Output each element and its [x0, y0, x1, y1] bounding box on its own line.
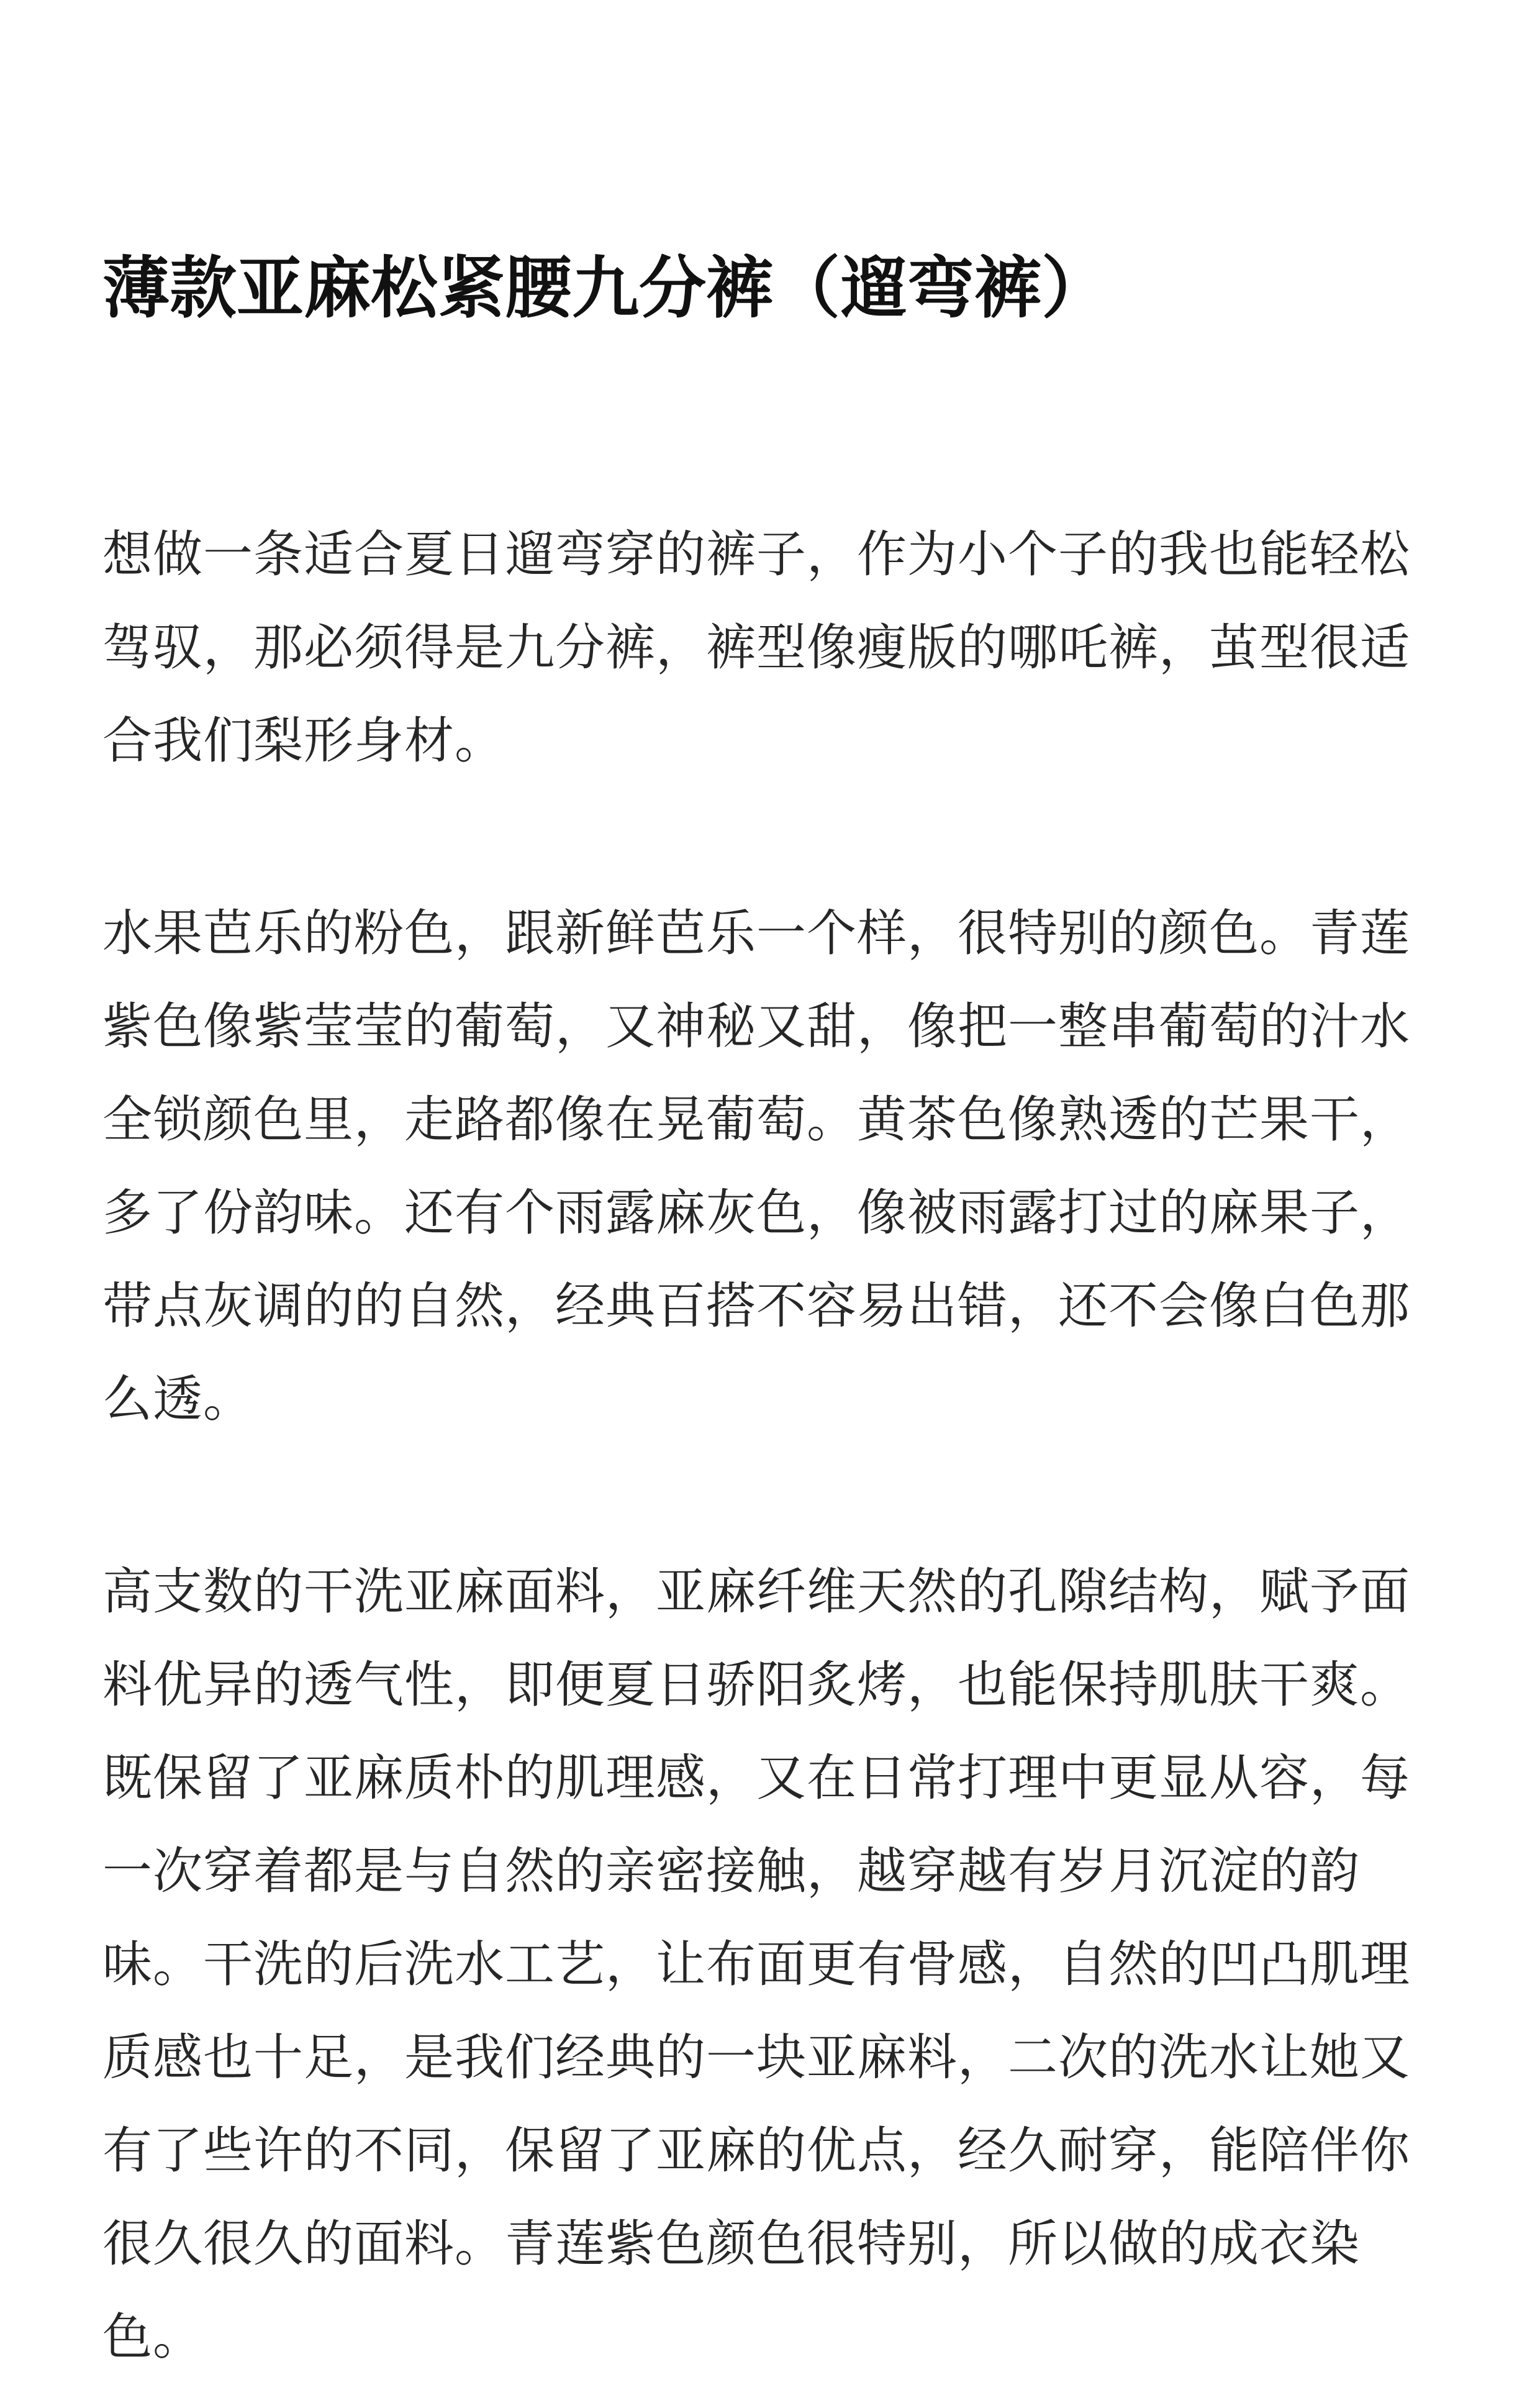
paragraph-fabric-description: 高支数的干洗亚麻面料，亚麻纤维天然的孔隙结构，赋予面料优异的透气性，即便夏日骄阳炙烤，也能保持肌肤干爽。既保留了亚麻质朴的肌理感，又在日常打理中更显从容，每一次穿着都是与自然的亲密接触，越穿越有岁月沉淀的韵味。干洗的后洗水工艺，让布面更有骨感，自然的凹凸肌理质感也十足，是我们经典的一块亚麻料，二次的洗水让她又有了些许的不同，保留了亚麻的优点，经久耐穿，能陪伴你很久很久的面料。青莲紫色颜色很特别，所以做的成衣染色。 — [102, 1563, 1410, 2366]
article-title: 薄款亚麻松紧腰九分裤（遛弯裤） — [102, 250, 1109, 327]
paragraph-color-description: 水果芭乐的粉色，跟新鲜芭乐一个样，很特别的颜色。青莲紫色像紫莹莹的葡萄，又神秘又甜，像把一整串葡萄的汁水全锁颜色里，走路都像在晃葡萄。黄茶色像熟透的芒果干，多了份韵味。还有个雨露麻灰色，像被雨露打过的麻果子，带点灰调的的自然，经典百搭不容易出错，还不会像白色那么透。 — [102, 904, 1410, 1428]
article-body — [102, 508, 1447, 2384]
paragraph-fit-description: 想做一条适合夏日遛弯穿的裤子，作为小个子的我也能轻松驾驭，那必须得是九分裤，裤型像瘦版的哪吒裤，茧型很适合我们梨形身材。 — [102, 525, 1410, 770]
